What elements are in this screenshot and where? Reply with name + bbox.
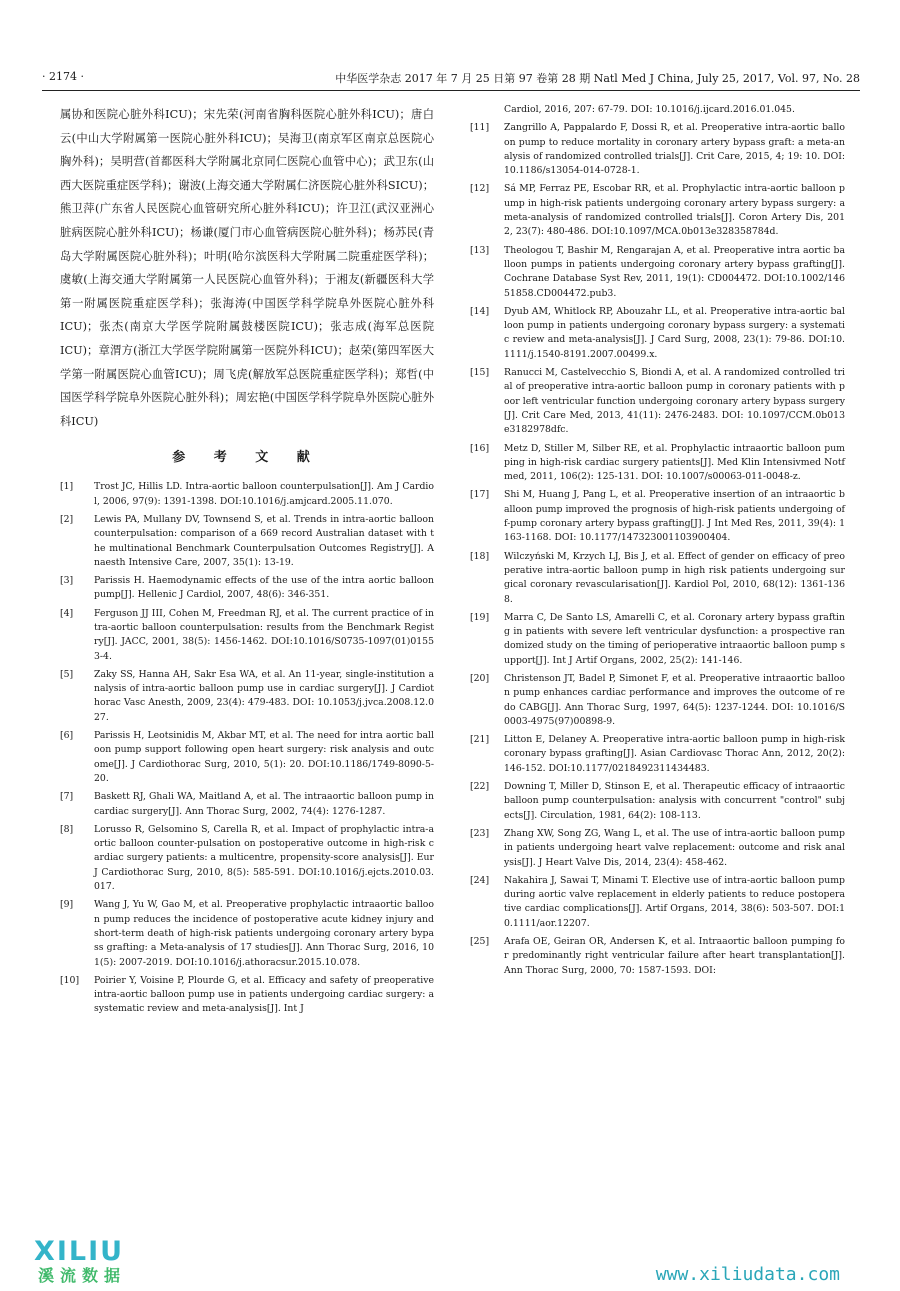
reference-number: [12] [470,183,490,195]
logo-latin-text: XILIU [34,1236,125,1267]
reference-item [60,974,434,1017]
reference-number: [9] [60,899,74,911]
reference-item [470,442,845,485]
reference-item [470,121,845,178]
author-affiliations: 属协和医院心脏外科ICU)；宋先荣(河南省胸科医院心脏外科ICU)；唐白云(中山大学附属第一医院心脏外科ICU)；吴海卫(南京军区南京总医院心胸外科)；吴明营(首都医科大学附属北京同仁医院心血管中心)；武卫东(山西大医院重症医学科)；谢波(上海交通大学附属仁济医院心脏外科SICU)；熊卫萍(广东省人民医院心血管研究所心脏外科ICU)；许卫江(武汉亚洲心脏病医院心脏外科ICU)；杨谦(厦门市心血管病医院心脏外科)；杨苏民(青岛大学附属医院心脏外科)；叶明(哈尔滨医科大学附属二院重症医学科)；虞敏(上海交通大学附属第一人民医院心血管外科)；于湘友(新疆医科大学第一附属医院重症医学科)；张海涛(中国医学科学院阜外医院心脏外科ICU)；张杰(南京大学医学院附属鼓楼医院ICU)；张志成(海军总医院ICU)；章渭方(浙江大学医学院附属第一医院外科ICU)；赵荣(第四军医大学第一附属医院心血管ICU)；周飞虎(解放军总医院重症医学科)；郑哲(中国医学科学院阜外医院心脏外科)；周宏艳(中国医学科学院阜外医院心脏外科ICU) [60,108,434,428]
reference-item [60,898,434,969]
reference-text: Poirier Y, Voisine P, Plourde G, et al. Efficacy and safety of preoperative intra-aortic balloon pump use in patients undergoing cardiac surgery: a systematic review and meta-analysis[J]. Int J [94,974,434,1015]
reference-number: [5] [60,668,74,680]
reference-text: Zangrillo A, Pappalardo F, Dossi R, et al. Preoperative intra-aortic balloon pump to reduce mortality in coronary artery bypass graft: a meta-analysis of randomized controlled trials[J]. Crit Care, 2015, 4; 19: 10. DOI:10.1186/s13054-014-0728-1. [504,122,845,177]
reference-text: Parissis H, Leotsinidis M, Akbar MT, et al. The need for intra aortic balloon pump support following open heart surgery: risk analysis and outcome[J]. J Cardiothorac Surg, 2010, 5(1): 20. DOI:10.1186/1749-8090-5-20. [94,730,434,784]
reference-text: Trost JC, Hillis LD. Intra-aortic balloon counterpulsation[J]. Am J Cardiol, 2006, 97(9): 1391-1398. DOI:10.1016/j.amjcard.2005.11.070. [94,481,434,507]
reference-number: [8] [60,823,74,835]
reference-number: [25] [470,936,490,948]
references-heading: 参 考 文 献 [172,450,322,466]
right-column [470,103,845,982]
reference-number: [4] [60,607,74,619]
reference-text: Zhang XW, Song ZG, Wang L, et al. The use of intra-aortic balloon pump in patients undergoing heart valve replacement: outcome and risk analysis[J]. J Heart Valve Dis, 2014, 23(4): 458-462. [504,827,845,868]
reference-text: Christenson JT, Badel P, Simonet F, et al. Preoperative intraaortic balloon pump enhances cardiac performance and improves the outcome of redo CABG[J]. Ann Thorac Surg, 1997, 64(5): 1237-1244. DOI: 10.1016/S0003-4975(97)00898-9. [504,672,845,727]
reference-number: [1] [60,481,74,493]
reference-item [470,305,845,362]
page-number: · 2174 · [42,70,84,83]
reference-number: [19] [470,611,490,623]
reference-text: Baskett RJ, Ghali WA, Maitland A, et al. The intraaortic balloon pump in cardiac surgery[J]. Ann Thorac Surg, 2002, 74(4): 1276-1287. [94,791,434,817]
reference-item [60,574,434,603]
reference-number: [22] [470,781,490,793]
reference-number: [7] [60,791,74,803]
reference-item [60,729,434,786]
running-title: 中华医学杂志 2017 年 7 月 25 日第 97 卷第 28 期 Natl Med J China, July 25, 2017, Vol. 97, No. 28 [335,72,860,85]
reference-number: [14] [470,305,490,317]
reference-text: Theologou T, Bashir M, Rengarajan A, et al. Preoperative intra aortic balloon pumps in patients undergoing coronary artery bypass grafting[J]. Cochrane Database Syst Rev, 2011, 19(1): CD004472. DOI:10.1002/14651858.CD004472.pub3. [504,244,845,299]
reference-text: Zaky SS, Hanna AH, Sakr Esa WA, et al. An 11-year, single-institution analysis of intra-aortic balloon pump use in cardiac surgery[J]. J Cardiothorac Vasc Anesth, 2009, 23(4): 479-483. DOI: 10.1053/j.jvca.2008.12.027. [94,668,434,723]
reference-text: Wilczyński M, Krzych LJ, Bis J, et al. Effect of gender on efficacy of preoperative intra-aortic balloon pump in high risk patients undergoing surgical coronary revascularisation[J]. Kardiol Pol, 2010, 68(12): 1361-1368. [504,550,845,605]
reference-number: [2] [60,513,74,525]
watermark-url: www.xiliudata.com [655,1264,840,1285]
reference-text: Wang J, Yu W, Gao M, et al. Preoperative prophylactic intraaortic balloon pump reduces the incidence of postoperative acute kidney injury and short-term death of high-risk patients undergoing coronary artery bypass grafting: a Meta-analysis of 17 studies[J]. Ann Thorac Surg, 2016, 101(5): 2007-2019. DOI:10.1016/j.athoracsur.2015.10.078. [94,899,434,968]
reference-item [60,668,434,725]
reference-item [470,550,845,607]
reference-text: Litton E, Delaney A. Preoperative intra-aortic balloon pump in high-risk coronary bypass grafting[J]. Asian Cardiovasc Thorac Ann, 2012, 20(2): 146-152. DOI:10.1177/0218492311434483. [504,734,845,774]
reference-text: Marra C, De Santo LS, Amarelli C, et al. Coronary artery bypass grafting in patients with severe left ventricular dysfunction: a prospective randomized study on the timing of perioperative intraaortic balloon pump support[J]. Int J Artif Organs, 2002, 25(2): 141-146. [504,611,845,666]
reference-item [470,244,845,301]
running-header [42,68,860,91]
reference-number: [11] [470,122,490,134]
reference-text: Lorusso R, Gelsomino S, Carella R, et al. Impact of prophylactic intra-aortic balloon counter-pulsation on postoperative outcome in high-risk cardiac surgery patients: a multicentre, propensity-score analysis[J]. Eur J Cardiothorac Surg, 2010, 8(5): 585-591. DOI:10.1016/j.ejcts.2010.03.017. [94,823,434,893]
reference-text: Metz D, Stiller M, Silber RE, et al. Prophylactic intraaortic balloon pumping in high-risk cardiac surgery patients[J]. Med Klin Intensivmed Notfmed, 2011, 106(2): 125-131. DOI: 10.1007/s00063-011-0048-z. [504,442,845,483]
reference-text: Dyub AM, Whitlock RP, Abouzahr LL, et al. Preoperative intra-aortic balloon pump in patients undergoing coronary bypass surgery: a systematic review and meta-analysis[J]. J Card Surg, 2008, 23(1): 79-86. DOI:10.1111/j.1540-8191.2007.00499.x. [504,305,845,360]
reference-item [470,935,845,978]
reference-item [470,611,845,668]
reference-text: Cardiol, 2016, 207: 67-79. DOI: 10.1016/j.ijcard.2016.01.045. [504,104,795,115]
reference-item [60,790,434,819]
reference-text: Shi M, Huang J, Pang L, et al. Preoperative insertion of an intraaortic balloon pump improved the prognosis of high-risk patients undergoing off-pump coronary artery bypass grafting[J]. J Int Med Res, 2011, 39(4): 1163-1168. DOI: 10.1177/147323001103900404. [504,489,845,544]
reference-number: [6] [60,730,74,742]
reference-item [470,780,845,823]
reference-item [470,488,845,545]
reference-item [60,513,434,570]
reference-item [470,366,845,437]
reference-item [60,480,434,509]
reference-item [470,103,845,117]
xiliu-logo [34,1236,184,1285]
reference-text: Downing T, Miller D, Stinson E, et al. Therapeutic efficacy of intraaortic balloon pump counterpulsation: analysis with concurrent "control" subjects[J]. Circulation, 1981, 64(2): 108-113. [504,781,845,821]
reference-list-left [60,480,434,1016]
reference-item [470,182,845,239]
reference-number: [21] [470,734,490,746]
reference-text: Parissis H. Haemodynamic effects of the use of the intra aortic balloon pump[J]. Hellenic J Cardiol, 2007, 48(6): 346-351. [94,575,434,601]
reference-number: [16] [470,442,490,454]
reference-item [470,733,845,776]
reference-text: Lewis PA, Mullany DV, Townsend S, et al. Trends in intra-aortic balloon counterpulsation: comparison of a 669 record Australian dataset with the multinational Benchmark Counterpulsation Outcomes Registry[J]. Anaesth Intensive Care, 2007, 35(1): 13-19. [94,513,434,568]
reference-number: [10] [60,974,80,986]
reference-number: [23] [470,827,490,839]
reference-item [60,823,434,894]
reference-number: [20] [470,672,490,684]
reference-text: Ranucci M, Castelvecchio S, Biondi A, et al. A randomized controlled trial of preoperative intra-aortic balloon pump in coronary patients with poor left ventricular function undergoing coronary artery bypass surgery[J]. Crit Care Med, 2013, 41(11): 2476-2483. DOI: 10.1097/CCM.0b013e3182978dfc. [504,367,845,436]
logo-chinese-text: 溪流数据 [38,1266,127,1285]
reference-item [60,607,434,664]
reference-text: Sá MP, Ferraz PE, Escobar RR, et al. Prophylactic intra-aortic balloon pump in high-risk patients undergoing coronary artery bypass surgery: a meta-analysis of randomized controlled trials[J]. Coron Artery Dis, 2012, 23(7): 480-486. DOI:10.1097/MCA.0b013e328358784d. [504,183,845,238]
left-column [60,103,434,1021]
reference-item [470,672,845,729]
reference-number: [3] [60,575,74,587]
reference-number: [15] [470,367,490,379]
reference-text: Nakahira J, Sawai T, Minami T. Elective use of intra-aortic balloon pump during aortic valve replacement in elderly patients to reduce postoperative cardiac complications[J]. Artif Organs, 2014, 38(6): 503-507. DOI:10.1111/aor.12207. [504,874,845,929]
reference-list-right [470,103,845,978]
reference-number: [18] [470,550,490,562]
reference-text: Arafa OE, Geiran OR, Andersen K, et al. Intraaortic balloon pumping for predominantly right ventricular failure after heart transplantation[J]. Ann Thorac Surg, 2000, 70: 1587-1593. DOI: [504,936,845,976]
reference-number: [17] [470,489,490,501]
reference-number: [13] [470,244,490,256]
reference-item [470,874,845,931]
reference-item [470,827,845,870]
reference-text: Ferguson JJ III, Cohen M, Freedman RJ, et al. The current practice of intra-aortic balloon counterpulsation: results from the Benchmark Registry[J]. JACC, 2001, 38(5): 1456-1462. DOI:10.1016/S0735-1097(01)01553-4. [94,607,434,662]
reference-number: [24] [470,874,490,886]
